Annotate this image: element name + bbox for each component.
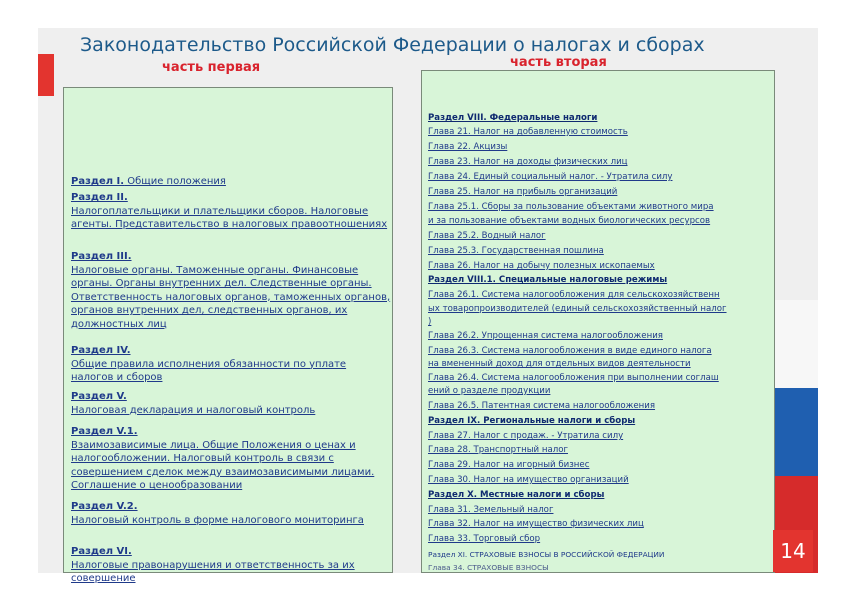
- section-heading: Раздел V.2.: [71, 501, 138, 512]
- chapter-link[interactable]: Глава 25.3. Государственная пошлина: [428, 246, 604, 256]
- section-text: Налоговая декларация и налоговый контроль: [71, 404, 316, 416]
- chapter-link[interactable]: Глава 30. Налог на имущество организаций: [428, 475, 629, 485]
- section-text: Налоговый контроль в форме налогового мониторинга: [71, 514, 364, 526]
- chapter-link[interactable]: ых товаропроизводителей (единый сельскохозяйственный налог: [428, 304, 727, 314]
- chapter-link[interactable]: Раздел VIII. Федеральные налоги: [428, 113, 598, 123]
- chapter-link[interactable]: Глава 27. Налог с продаж. - Утратила силу: [428, 431, 624, 441]
- section-link[interactable]: [71, 175, 401, 189]
- chapter-link[interactable]: Глава 26.5. Патентная система налогообложения: [428, 401, 656, 411]
- chapter-link[interactable]: Глава 34. СТРАХОВЫЕ ВЗНОСЫ: [428, 563, 549, 572]
- chapter-link[interactable]: Глава 25.1. Сборы за пользование объектами животного мира: [428, 202, 714, 212]
- chapter-link[interactable]: Раздел IX. Региональные налоги и сборы: [428, 416, 636, 426]
- section-heading: Раздел IV.: [71, 345, 131, 356]
- section-link[interactable]: [71, 250, 397, 331]
- chapter-link[interactable]: Глава 23. Налог на доходы физических лиц: [428, 157, 628, 167]
- section-text: Налогоплательщики и плательщики сборов. Налоговые агенты. Представительство в налоговых правоотношениях: [71, 205, 388, 230]
- section-link[interactable]: [71, 425, 393, 493]
- chapter-link[interactable]: Глава 26.2. Упрощенная система налогообложения: [428, 331, 663, 341]
- section-link[interactable]: [71, 500, 389, 527]
- chapter-link[interactable]: Раздел XI. СТРАХОВЫЕ ВЗНОСЫ В РОССИЙСКОЙ ФЕДЕРАЦИИ: [428, 550, 665, 559]
- chapter-link[interactable]: и за пользование объектами водных биологических ресурсов: [428, 216, 711, 226]
- chapter-link[interactable]: Глава 25. Налог на прибыль организаций: [428, 187, 618, 197]
- section-link[interactable]: [71, 344, 389, 385]
- chapter-link[interactable]: Глава 29. Налог на игорный бизнес: [428, 460, 590, 470]
- section-heading: Раздел V.1.: [71, 426, 138, 437]
- chapter-link[interactable]: Глава 24. Единый социальный налог. - Утратила силу: [428, 172, 673, 182]
- slide-title: Законодательство Российской Федерации о налогах и сборах: [80, 34, 705, 56]
- part-one-label: часть первая: [162, 60, 261, 75]
- chapter-link[interactable]: на вмененный доход для отдельных видов деятельности: [428, 359, 691, 369]
- section-text: Налоговые правонарушения и ответственность за их совершение: [71, 559, 355, 584]
- chapter-link[interactable]: Глава 32. Налог на имущество физических лиц: [428, 519, 644, 529]
- part-two-label: часть вторая: [510, 55, 607, 70]
- section-heading: Раздел I.: [71, 176, 125, 187]
- section-heading: Раздел III.: [71, 251, 132, 262]
- chapter-link[interactable]: Глава 28. Транспортный налог: [428, 445, 568, 455]
- chapter-link[interactable]: Раздел X. Местные налоги и сборы: [428, 490, 605, 500]
- chapter-link[interactable]: Глава 25.2. Водный налог: [428, 231, 546, 241]
- chapter-link[interactable]: Глава 31. Земельный налог: [428, 505, 554, 515]
- chapter-link[interactable]: Глава 26. Налог на добычу полезных ископаемых: [428, 261, 655, 271]
- section-link[interactable]: [71, 191, 391, 232]
- section-text: Взаимозависимые лица. Общие Положения о ценах и налогообложении. Налоговый контроль в связи с совершением сделок между взаимозависимыми лицами. Соглашение о ценообразовании: [71, 439, 375, 491]
- section-text: Общие правила исполнения обязанности по уплате налогов и сборов: [71, 358, 347, 383]
- section-text: Общие положения: [124, 176, 226, 187]
- section-heading: Раздел VI.: [71, 546, 132, 557]
- chapter-link[interactable]: Глава 26.4. Система налогообложения при выполнении соглаш: [428, 373, 719, 383]
- chapter-link[interactable]: Глава 33. Торговый сбор: [428, 534, 541, 544]
- chapter-link[interactable]: ): [428, 317, 432, 327]
- section-text: Налоговые органы. Таможенные органы. Финансовые органы. Органы внутренних дел. Следственные органы. Ответственность налоговых органов, таможенных органов, органов внутренних дел, следственных органов, их должностных лиц: [71, 264, 391, 330]
- section-heading: Раздел V.: [71, 391, 127, 402]
- section-link[interactable]: [71, 545, 389, 586]
- section-link[interactable]: [71, 390, 401, 417]
- chapter-link[interactable]: Глава 22. Акцизы: [428, 142, 508, 152]
- chapter-link[interactable]: Раздел VIII.1. Специальные налоговые режимы: [428, 275, 668, 285]
- red-accent-bar: [38, 54, 54, 96]
- chapter-link[interactable]: Глава 26.1. Система налогообложения для сельскохозяйственн: [428, 290, 720, 300]
- chapter-link[interactable]: ений о разделе продукции: [428, 386, 551, 396]
- page-number-badge: 14: [773, 530, 813, 572]
- section-heading: Раздел II.: [71, 192, 128, 203]
- chapter-link[interactable]: Глава 26.3. Система налогообложения в виде единого налога: [428, 346, 712, 356]
- chapter-link[interactable]: Глава 21. Налог на добавленную стоимость: [428, 127, 628, 137]
